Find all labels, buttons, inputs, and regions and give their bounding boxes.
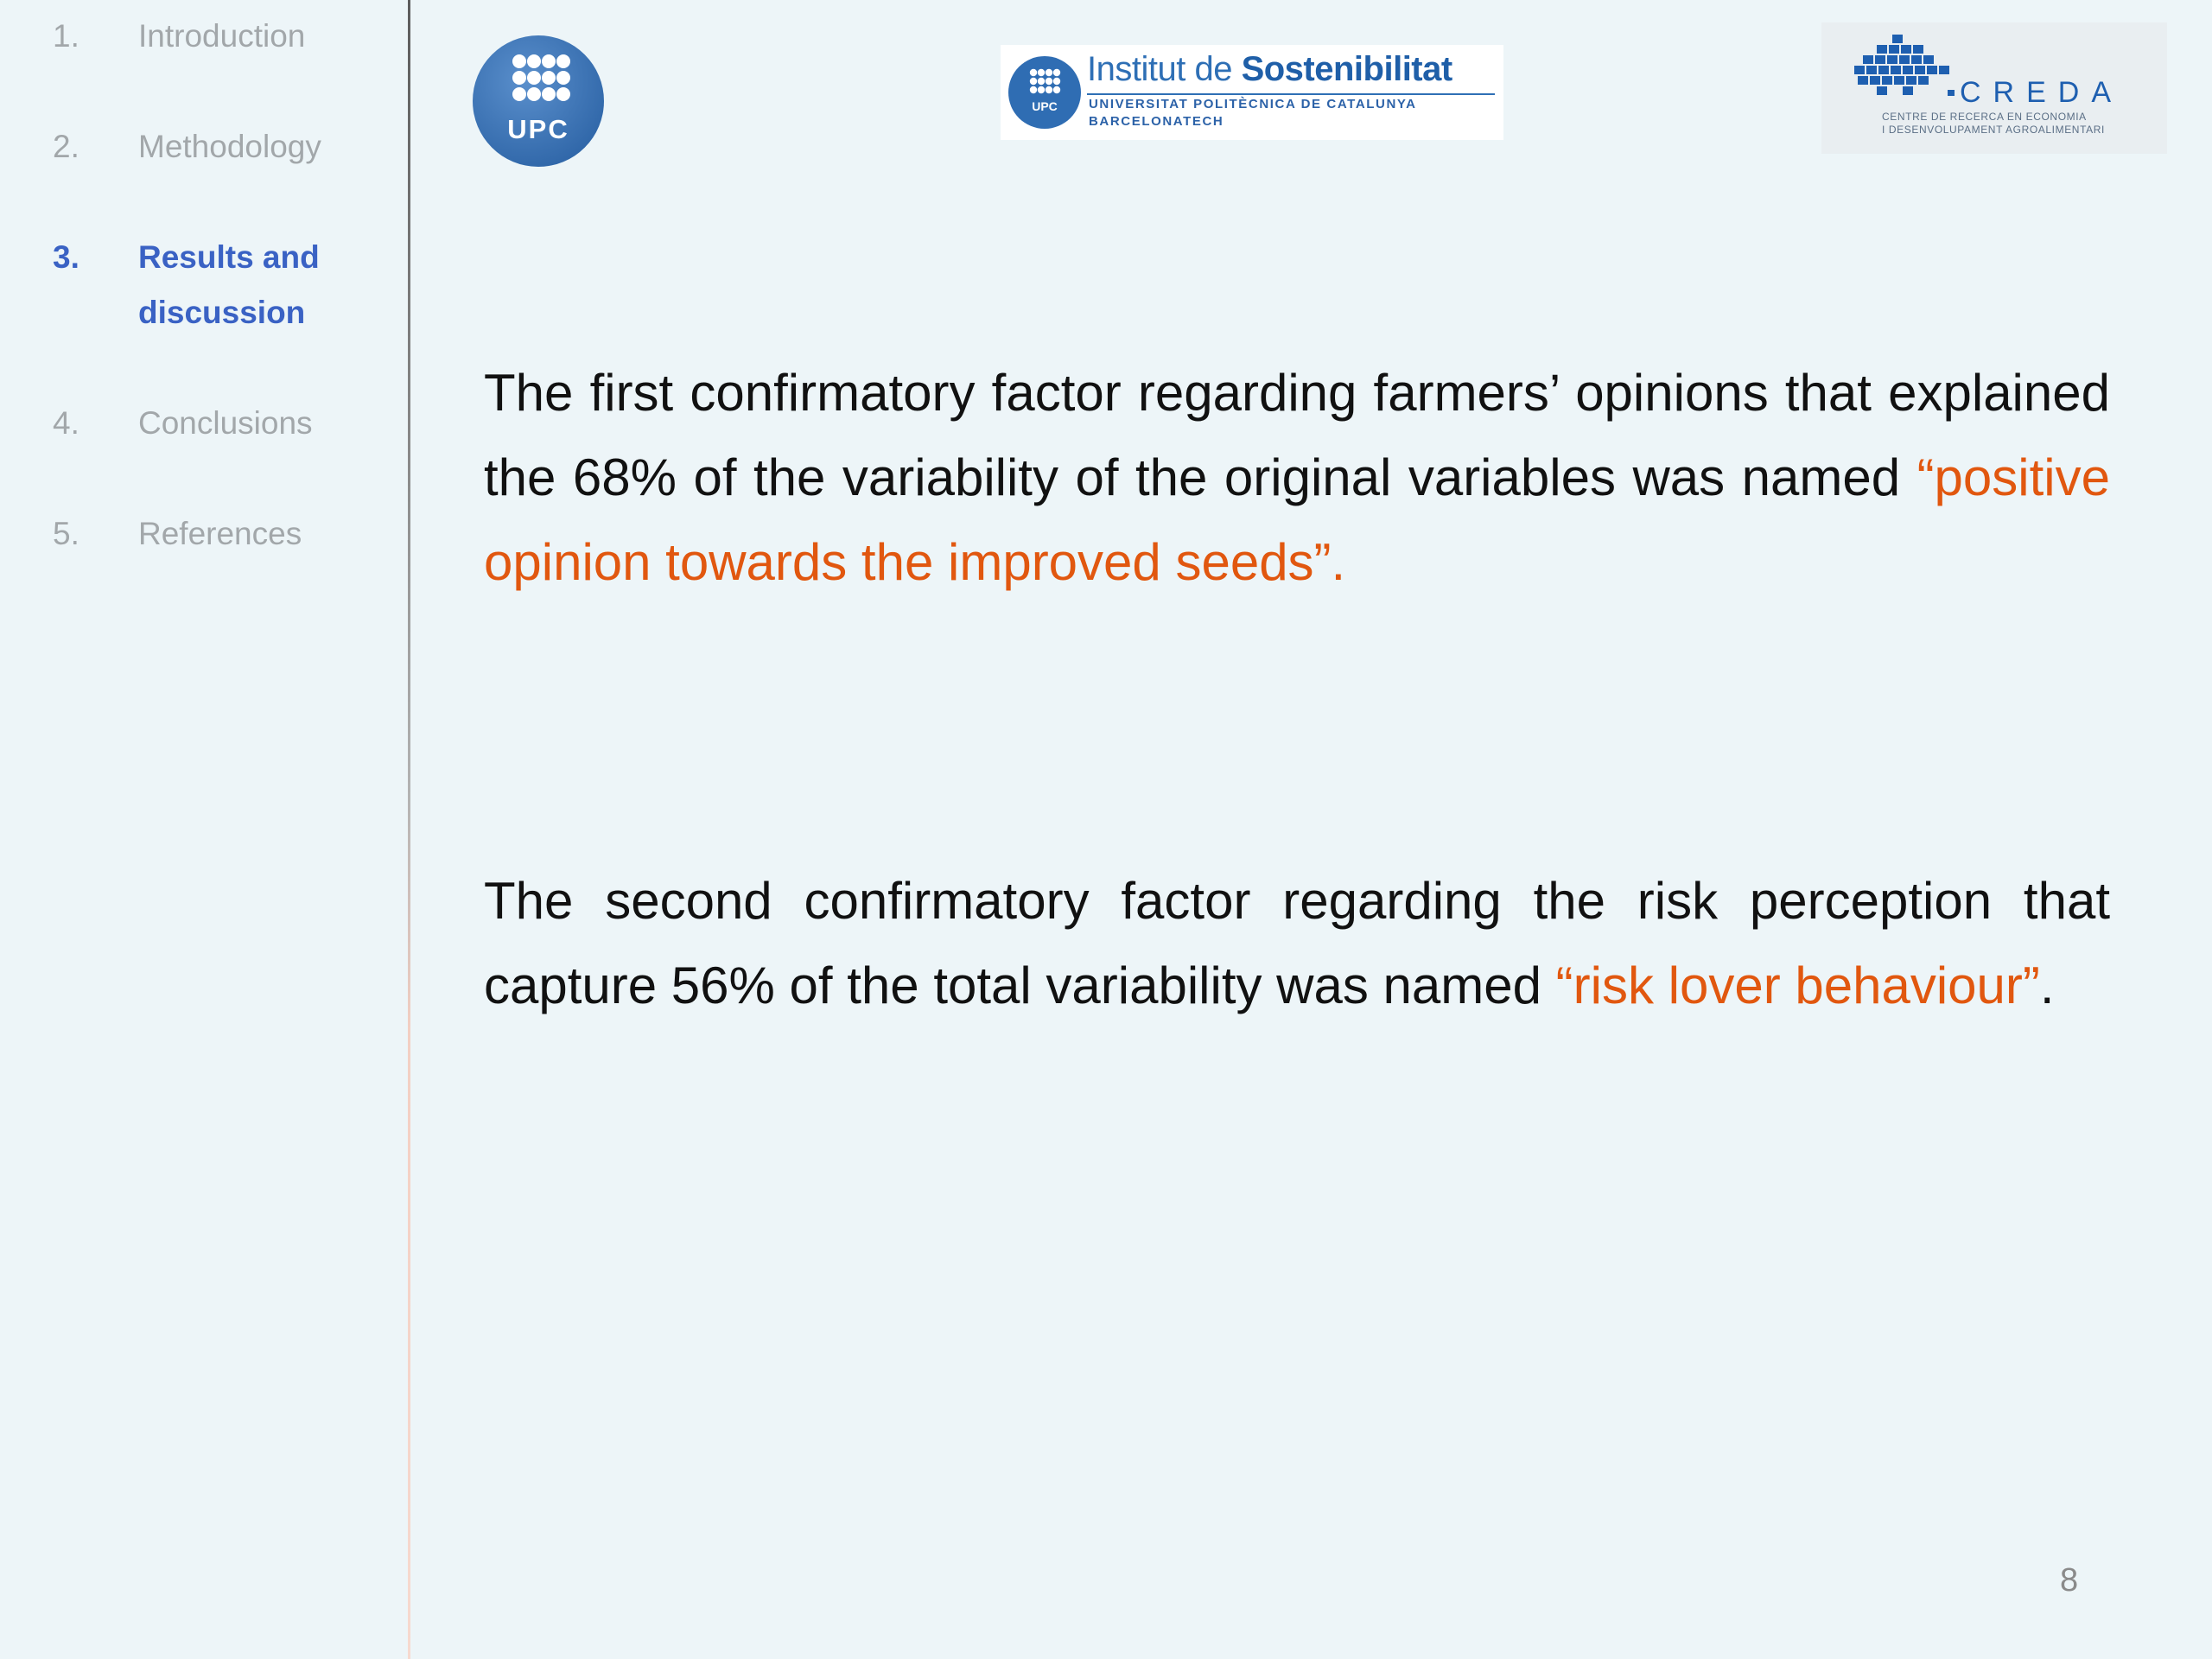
upc-logo-text: UPC (507, 114, 569, 144)
outline-item-number: 2. (53, 129, 79, 164)
creda-wordmark: CREDA (1960, 76, 2124, 109)
institut-subtitle-barcelonatech: BARCELONATECH (1089, 114, 1224, 129)
sidebar-divider (408, 0, 410, 1659)
outline-sidebar (0, 0, 408, 1659)
outline-item-label: Results and discussion (138, 239, 320, 330)
outline-item-number: 1. (53, 18, 79, 54)
outline-item-number: 4. (53, 405, 79, 441)
institut-subtitle-university: UNIVERSITAT POLITÈCNICA DE CATALUNYA (1089, 97, 1417, 111)
institut-title-bold: Sostenibilitat (1241, 50, 1452, 88)
paragraph-text: The first confirmatory factor regarding farmers’ opinions that explained the 68% of the variability of the original variables was named (484, 364, 2110, 506)
creda-subtitle-line2: I DESENVOLUPAMENT AGROALIMENTARI (1882, 124, 2105, 136)
outline-item-label: Methodology (138, 129, 321, 164)
creda-subtitle-line1: CENTRE DE RECERCA EN ECONOMIA (1882, 111, 2087, 123)
outline-item-label: References (138, 516, 302, 551)
highlighted-factor-name: “risk lover behaviour” (1555, 957, 2040, 1014)
paragraph-text: The second confirmatory factor regarding the risk perception that capture 56% of the total variability was named (484, 872, 2110, 1014)
page-number: 8 (2060, 1562, 2079, 1599)
institut-sostenibilitat-logo (1001, 45, 1503, 140)
highlighted-factor-name: “positive opinion towards the improved seeds”. (484, 448, 2110, 591)
upc-logo-graphic (472, 35, 605, 168)
creda-logo (1821, 22, 2167, 154)
outline-item-label: Conclusions (138, 405, 313, 441)
outline-item-label: Introduction (138, 18, 306, 54)
outline-item-number: 5. (53, 516, 79, 551)
institut-rule (1087, 93, 1495, 95)
institut-badge-icon (1006, 54, 1084, 131)
institut-title (1087, 50, 1452, 89)
upc-logo (472, 35, 605, 168)
institut-title-prefix: Institut de (1087, 50, 1242, 88)
outline-item-number: 3. (53, 239, 79, 275)
first-factor-paragraph (484, 351, 2110, 605)
institut-badge-text: UPC (1032, 99, 1058, 113)
paragraph-tail: . (2039, 957, 2055, 1014)
second-factor-paragraph (484, 859, 2110, 1028)
creda-pixel-map-icon (1851, 33, 1972, 111)
